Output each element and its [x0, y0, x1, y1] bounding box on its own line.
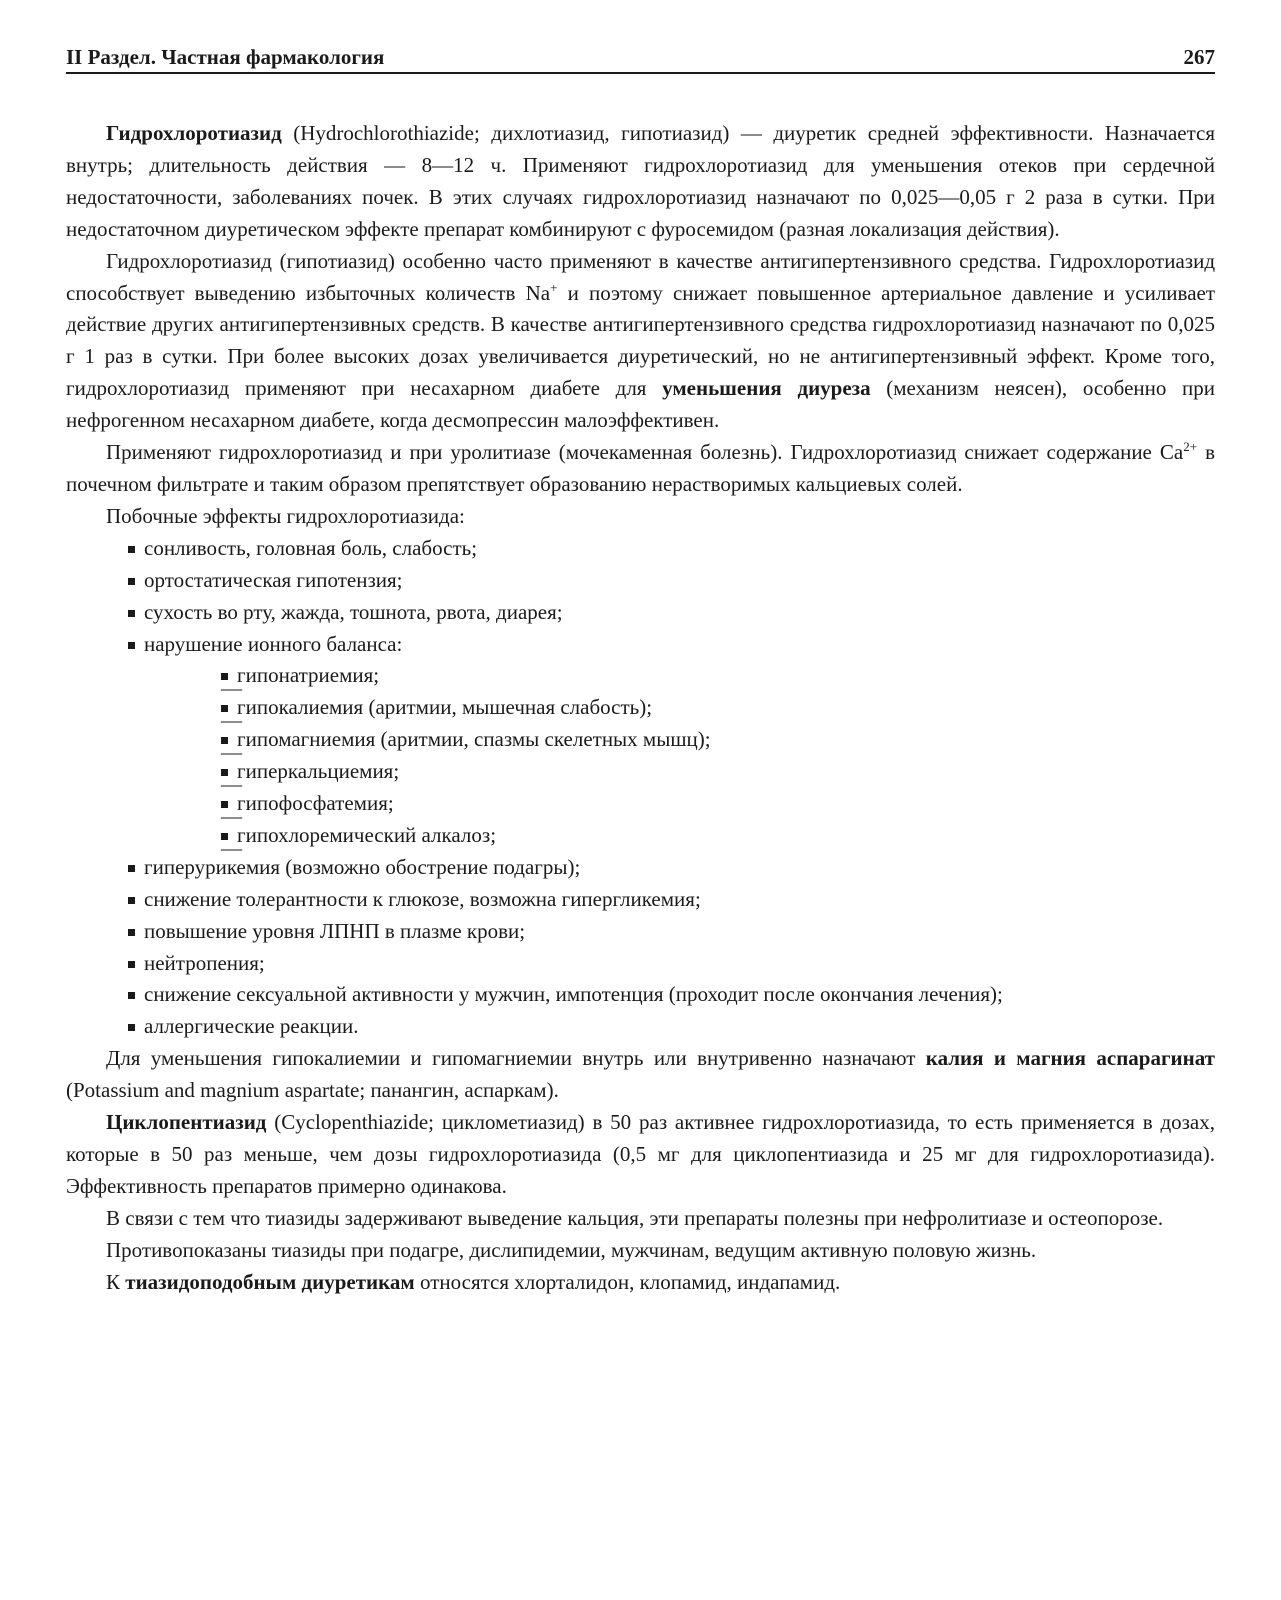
sublist-item: — гипомагниемия (аритмии, спазмы скелетных мышц);	[221, 724, 1215, 756]
list-item: снижение сексуальной активности у мужчин, импотенция (проходит после окончания лечения);	[128, 979, 1215, 1011]
sublist-item: — гипокалиемия (аритмии, мышечная слабость);	[221, 692, 1215, 724]
paragraph-urolithiasis: Применяют гидрохлоротиазид и при уролитиазе (мочекаменная болезнь). Гидрохлоротиазид снижает содержание $Ca^{2+}$ в почечном фильтрате и таким образом препятствует образованию нерастворимых кальциевых солей.	[66, 439, 1215, 496]
list-item: нейтропения;	[128, 948, 1215, 980]
drug-term: Циклопентиазид	[106, 1110, 267, 1135]
sublist-item: — гиперкальциемия;	[221, 756, 1215, 788]
page-number: 267	[1183, 45, 1215, 69]
list-item: сухость во рту, жажда, тошнота, рвота, диарея;	[128, 597, 1215, 629]
side-effects-list	[66, 533, 1215, 1044]
list-item: аллергические реакции.	[128, 1011, 1215, 1043]
running-header	[66, 44, 1215, 74]
drug-term: Гидрохлоротиазид	[106, 121, 282, 145]
section-title: II Раздел. Частная фармакология	[66, 45, 385, 69]
list-item: ортостатическая гипотензия;	[128, 565, 1215, 597]
paragraph-antihypertensive: Гидрохлоротиазид (гипотиазид) особенно часто применяют в качестве антигипертензивного средства. Гидрохлоротиазид способствует выведению избыточных количеств Na+ и поэтому снижает повышенное артериальное давление и усиливает действие других антигипертензивных средств. В качестве антигипертензивного средства гидрохлоротиазид назначают по 0,025 г 1 раз в сутки. При более высоких дозах увеличивается диуретический, но не антигипертензивный эффект. Кроме того, гидрохлоротиазид применяют при несахарном диабете для уменьшения диуреза (механизм неясен), особенно при нефрогенном несахарном диабете, когда десмопрессин малоэффективен.	[66, 248, 1216, 433]
sublist-item: — гипохлоремический алкалоз;	[221, 820, 1215, 852]
paragraph-calcium: В связи с тем что тиазиды задерживают выведение кальция, эти препараты полезны при нефролитиазе и остеопорозе.	[106, 1205, 1164, 1230]
list-item: сонливость, головная боль, слабость;	[128, 533, 1215, 565]
list-item: нарушение ионного баланса: — гипонатриемия; — гипокалиемия (аритмии, мышечная слабость); — гипомагниемия (аритмии, спазмы скелетных мышц); — гиперкальциемия; — гипофосфатемия; — гипохлоремический алкалоз;	[128, 629, 1215, 852]
paragraph-contraindications: Противопоказаны тиазиды при подагре, дислипидемии, мужчинам, ведущим активную половую жизнь.	[106, 1237, 1037, 1262]
emphasis-term: тиазидоподобным диуретикам	[125, 1269, 415, 1294]
sublist-item: — гипонатриемия;	[221, 660, 1215, 692]
ion-imbalance-sublist	[66, 660, 1215, 851]
list-item: снижение толерантности к глюкозе, возможна гипергликемия;	[128, 884, 1215, 916]
paragraph-thiazide-like: К тиазидоподобным диуретикам относятся хлорталидон, клопамид, индапамид.	[106, 1269, 841, 1294]
emphasis-term: уменьшения диуреза	[662, 376, 871, 401]
list-item: гиперурикемия (возможно обострение подагры);	[128, 852, 1215, 884]
list-item: повышение уровня ЛПНП в плазме крови;	[128, 916, 1215, 948]
side-effects-intro: Побочные эффекты гидрохлоротиазида:	[106, 503, 465, 528]
paragraph-hydrochlorothiazide: Гидрохлоротиазид (Hydrochlorothiazide; дихлотиазид, гипотиазид) — диуретик средней эффективности. Назначается внутрь; длительность действия — 8—12 ч. Применяют гидрохлоротиазид для уменьшения отеков при сердечной недостаточности, заболеваниях почек. В этих случаях гидрохлоротиазид назначают по 0,025—0,05 г 2 раза в сутки. При недостаточном диуретическом эффекте препарат комбинируют с фуросемидом (разная локализация действия).	[66, 121, 1215, 241]
paragraph-potassium-magnesium: Для уменьшения гипокалиемии и гипомагниемии внутрь или внутривенно назначают калия и магния аспарагинат (Potassium and magnium aspartate; панангин, аспаркам).	[66, 1046, 1215, 1103]
emphasis-term: калия и магния аспарагинат	[925, 1046, 1215, 1071]
paragraph-cyclopenthiazide: Циклопентиазид (Cyclopenthiazide; циклометиазид) в 50 раз активнее гидрохлоротиазида, то есть применяется в дозах, которые в 50 раз меньше, чем дозы гидрохлоротиазида (0,5 мг для циклопентиазида и 25 мг для гидрохлоротиазида). Эффективность препаратов примерно одинакова.	[66, 1110, 1215, 1198]
sublist-item: — гипофосфатемия;	[221, 788, 1215, 820]
